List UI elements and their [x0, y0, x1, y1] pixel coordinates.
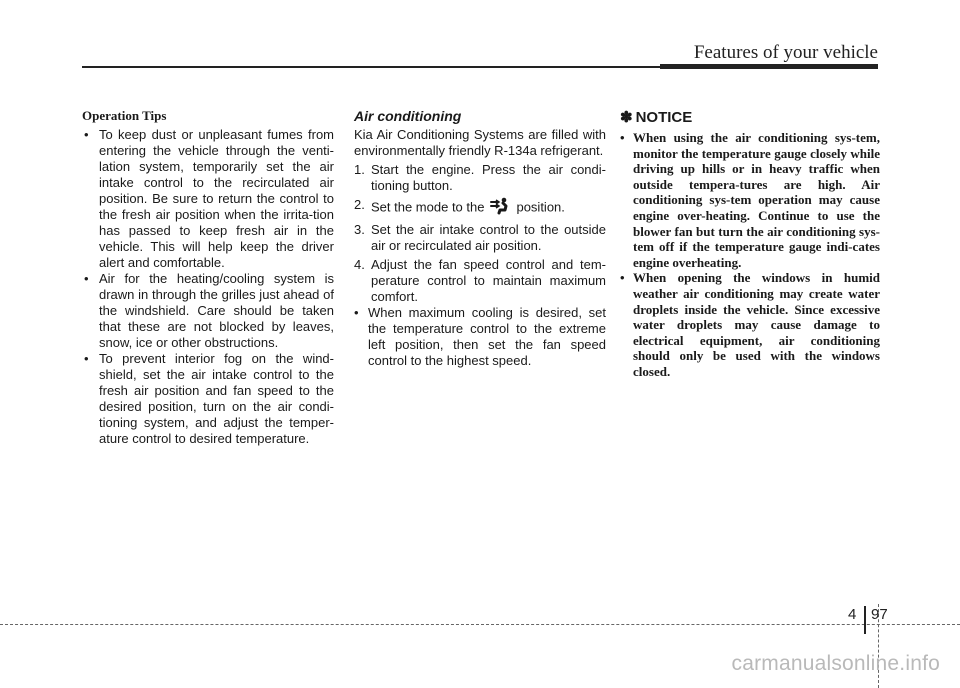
chapter-number: 4 [848, 606, 857, 623]
list-item: • When using the air conditioning sys-tem, monitor the temperature gauge closely while driving up hills or in heavy traffic when outside tempera-tures are high. Air conditioning sys-tem operation may cause engine over-heating. Continue to use the blower fan but turn the air conditioning sys-tem off if the temperature gauge indi-cates engine overheating. [620, 130, 880, 270]
step-item: 4. Adjust the fan speed control and tem-perature control to maintain maximum comfort. [354, 257, 606, 304]
step-item: 1. Start the engine. Press the air condi-tioning button. [354, 162, 606, 193]
notice-heading [620, 108, 880, 126]
bullet-icon: • [84, 271, 89, 286]
header-rule-accent [660, 64, 878, 69]
bullet-icon: • [620, 270, 625, 286]
list-item: • To keep dust or unpleasant fumes from entering the vehicle through the venti-lation system, temporarily set the air intake control to the recirculated air position. Be sure to return the control to the fresh air position when the irrita-tion has passed to keep fresh air in the vehicle. This will help keep the driver alert and comfortable. [84, 127, 334, 270]
operation-tips-list [82, 127, 334, 447]
page-number-separator [864, 606, 866, 634]
cooling-tip-list [354, 305, 606, 369]
list-item: • When maximum cooling is desired, set the temperature control to the extreme left position, then set the fan speed control to the highest speed. [354, 305, 606, 368]
notice-star-icon: ✽ [620, 109, 633, 126]
footer-dashed-rule [0, 624, 960, 625]
step-item: 3. Set the air intake control to the outside air or recirculated air position. [354, 222, 606, 253]
operation-tips-heading: Operation Tips [82, 108, 167, 123]
bullet-icon: • [84, 351, 89, 366]
bullet-icon: • [84, 127, 89, 142]
page-header-title: Features of your vehicle [693, 42, 878, 63]
list-item: • Air for the heating/cooling system is drawn in through the grilles just ahead of the windshield. Care should be taken that these are not blocked by leaves, snow, ice or other obstructions. [84, 271, 334, 350]
intro-paragraph: Kia Air Conditioning Systems are filled with environmentally friendly R-134a refrigerant. [354, 127, 606, 158]
air-conditioning-column [354, 108, 606, 369]
step-item: 2. Set the mode to the position. [354, 197, 606, 219]
list-item: • To prevent interior fog on the wind-shield, set the air intake control to the fresh air position and fan speed to the desired position, turn on the air condi-tioning system, and adjust the temper-ature control to desired temperature. [84, 351, 334, 446]
page-number: 97 [871, 606, 888, 623]
notice-list [620, 130, 880, 380]
operation-tips-column [82, 108, 334, 447]
bullet-icon: • [620, 130, 625, 145]
list-item: • When opening the windows in humid weather air conditioning may create water droplets inside the vehicle. Since excessive water droplets may cause damage to electrical equipment, air conditioning should only be used with the windows closed. [620, 270, 880, 379]
face-vent-mode-icon [490, 197, 510, 219]
notice-title: NOTICE [635, 108, 693, 126]
steps-list [354, 162, 606, 305]
section-title: Air conditioning [354, 108, 462, 124]
bullet-icon: • [354, 305, 359, 320]
watermark-text: carmanualsonline.info [731, 652, 940, 675]
notice-column [620, 108, 880, 380]
